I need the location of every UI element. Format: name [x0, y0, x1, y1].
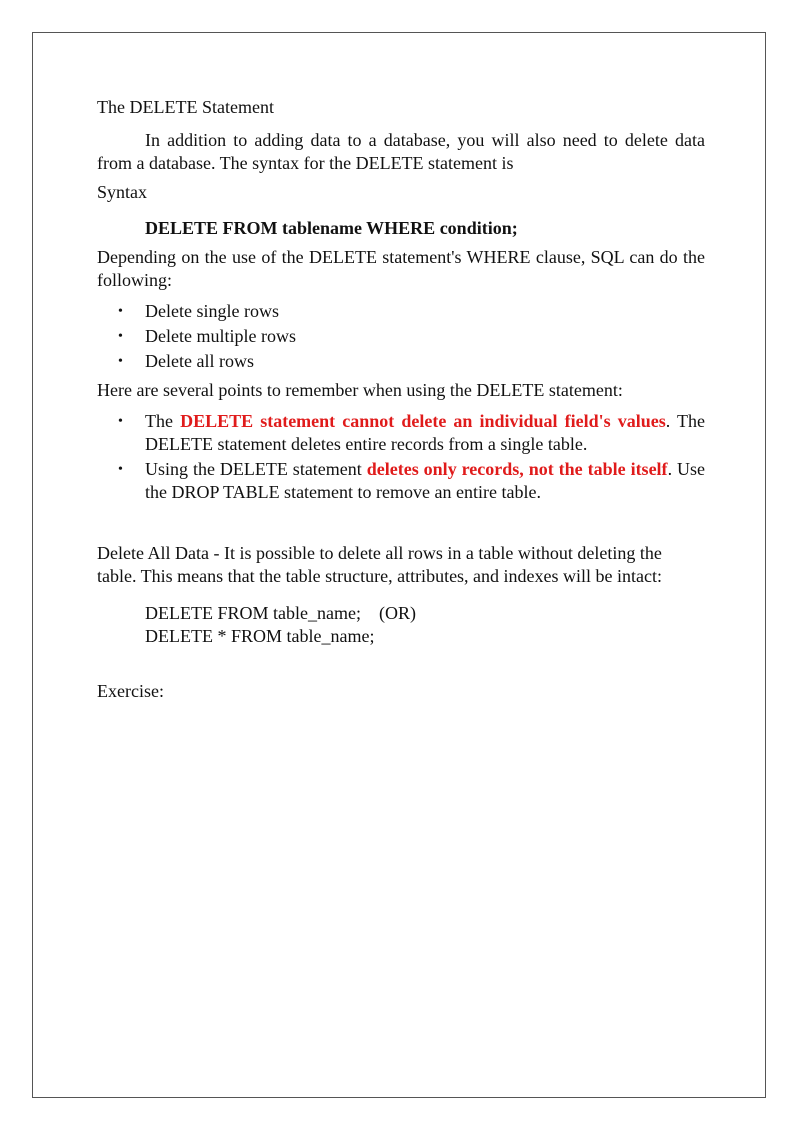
bullet-icon: •: [118, 414, 123, 429]
points-list: [97, 410, 705, 504]
code-example: [145, 602, 705, 648]
list-item: • Delete multiple rows: [118, 326, 296, 346]
bullet-icon: •: [118, 304, 123, 319]
document-body: [97, 96, 705, 703]
highlighted-warning: DELETE statement cannot delete an individual field's values: [180, 411, 666, 431]
code-line: DELETE * FROM table_name;: [145, 626, 375, 646]
bullet-icon: •: [118, 354, 123, 369]
code-line: DELETE FROM table_name; (OR): [145, 603, 416, 623]
points-intro: Here are several points to remember when using the DELETE statement:: [97, 380, 623, 400]
list-item: • Using the DELETE statement deletes only records, not the table itself. Use the DROP TABLE statement to remove an entire table.: [118, 459, 706, 502]
list-item: • The DELETE statement cannot delete an individual field's values. The DELETE statement deletes entire records from a single table.: [118, 411, 705, 454]
intro-paragraph: In addition to adding data to a database, you will also need to delete data from a database. The syntax for the DELETE statement is: [97, 130, 705, 173]
list-item: • Delete all rows: [118, 351, 254, 371]
exercise-heading: Exercise:: [97, 681, 164, 701]
highlighted-warning: deletes only records, not the table itself: [366, 459, 668, 479]
bullet-icon: •: [118, 329, 123, 344]
syntax-statement: DELETE FROM tablename WHERE condition;: [145, 218, 518, 238]
section-title: The DELETE Statement: [97, 97, 274, 117]
list-item: • Delete single rows: [118, 301, 279, 321]
syntax-label: Syntax: [97, 182, 148, 202]
delete-all-paragraph: Delete All Data - It is possible to delete all rows in a table without deleting the table. This means that the table structure, attributes, and indexes will be intact:: [97, 543, 663, 586]
where-clause-intro: Depending on the use of the DELETE statement's WHERE clause, SQL can do the following:: [97, 247, 705, 290]
delete-capabilities-list: [97, 300, 705, 373]
bullet-icon: •: [118, 462, 123, 477]
